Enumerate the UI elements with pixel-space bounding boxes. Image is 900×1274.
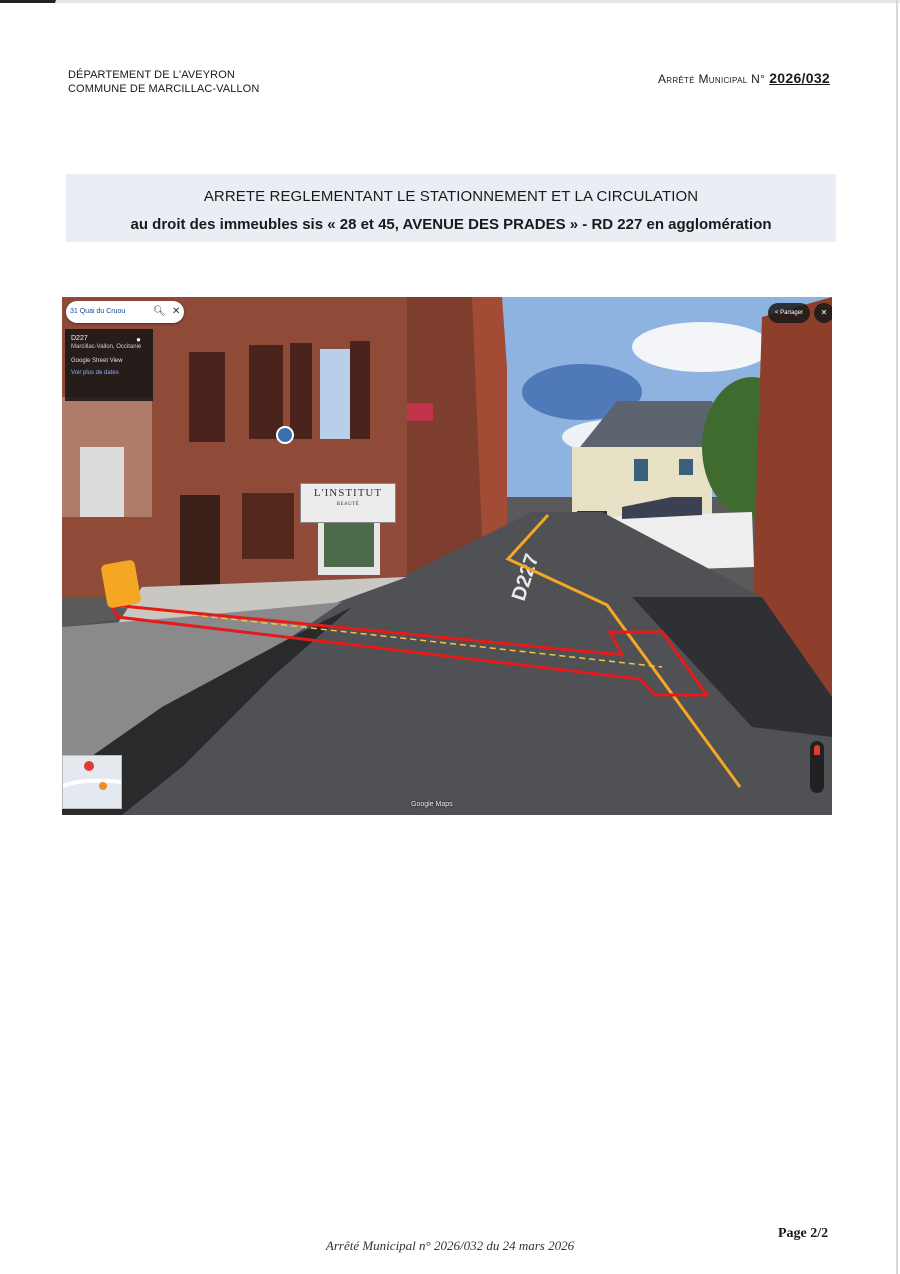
upper-window — [320, 349, 350, 439]
minimap-poi — [99, 782, 107, 790]
house-window — [634, 459, 648, 481]
street-scene — [62, 297, 832, 815]
google-maps-watermark: Google Maps — [411, 801, 453, 808]
pegman-marker — [100, 559, 141, 608]
shutter — [290, 343, 312, 439]
street-view-photo — [62, 297, 832, 815]
footer-reference: Arrêté Municipal n° 2026/032 du 24 mars 2026 — [325, 1238, 575, 1253]
panel-locality: Marcillac-Vallon, Occitanie — [71, 344, 142, 350]
close-icon: ✕ — [820, 308, 828, 317]
title-line-2: au droit des immeubles sis « 28 et 45, AVENUE DES PRADES » - RD 227 en agglomération — [130, 216, 772, 233]
minimap-road — [63, 781, 121, 786]
close-view-button[interactable] — [814, 303, 832, 323]
shop-window-interior — [324, 519, 374, 567]
title-line-1: ARRETE REGLEMENTANT LE STATIONNEMENT ET LA CIRCULATION — [203, 188, 699, 205]
panel-source: Google Street View — [71, 358, 123, 364]
minimap-pin-icon — [84, 761, 94, 771]
issuing-authority — [68, 68, 259, 96]
shop-sign-subtext: BEAUTÉ — [336, 502, 360, 507]
arrete-number: 2026/032 — [769, 70, 830, 86]
shutter — [249, 345, 283, 439]
location-marker — [277, 427, 293, 443]
arrete-label: Arrêté Municipal N° — [657, 72, 766, 86]
shop-sign — [300, 483, 396, 523]
street-view-search[interactable] — [66, 301, 184, 323]
title-band — [66, 174, 836, 242]
ground-shutter — [242, 493, 294, 559]
page-number: Page 2/2 — [778, 1226, 829, 1241]
scan-edge-top — [0, 0, 900, 3]
share-label: Partager — [780, 310, 804, 316]
pin-icon[interactable]: ● — [136, 335, 141, 344]
shop-sign-text: L'INSTITUT — [313, 487, 383, 499]
cloud — [632, 322, 772, 372]
shutter — [350, 341, 370, 439]
department-label: DÉPARTEMENT DE L'AVEYRON — [68, 69, 235, 81]
house-window — [679, 459, 693, 475]
arrete-reference — [658, 70, 830, 86]
shutter — [189, 352, 225, 442]
hanging-sign — [407, 403, 433, 421]
minimap-graphic — [63, 756, 121, 808]
door — [180, 495, 220, 585]
panel-road-name: D227 — [71, 335, 88, 342]
search-icon[interactable]: 🔍︎ — [153, 306, 166, 317]
share-button[interactable] — [768, 303, 810, 323]
share-icon: < — [774, 310, 781, 316]
close-icon[interactable]: ✕ — [172, 306, 181, 317]
minimap[interactable] — [62, 755, 122, 809]
ground-floor-window — [80, 447, 124, 517]
compass-icon — [814, 745, 820, 755]
scan-corner-mark — [0, 0, 56, 11]
panel-more-dates-link[interactable]: Voir plus de dates — [71, 370, 119, 376]
street-view-info-panel — [65, 329, 153, 401]
commune-label: COMMUNE DE MARCILLAC-VALLON — [68, 83, 260, 95]
compass-control[interactable] — [810, 741, 824, 793]
search-location-label: 31 Quai du Cruou — [70, 308, 126, 315]
scan-edge-right — [896, 0, 898, 1274]
road-marking-text: D227 — [507, 551, 544, 604]
